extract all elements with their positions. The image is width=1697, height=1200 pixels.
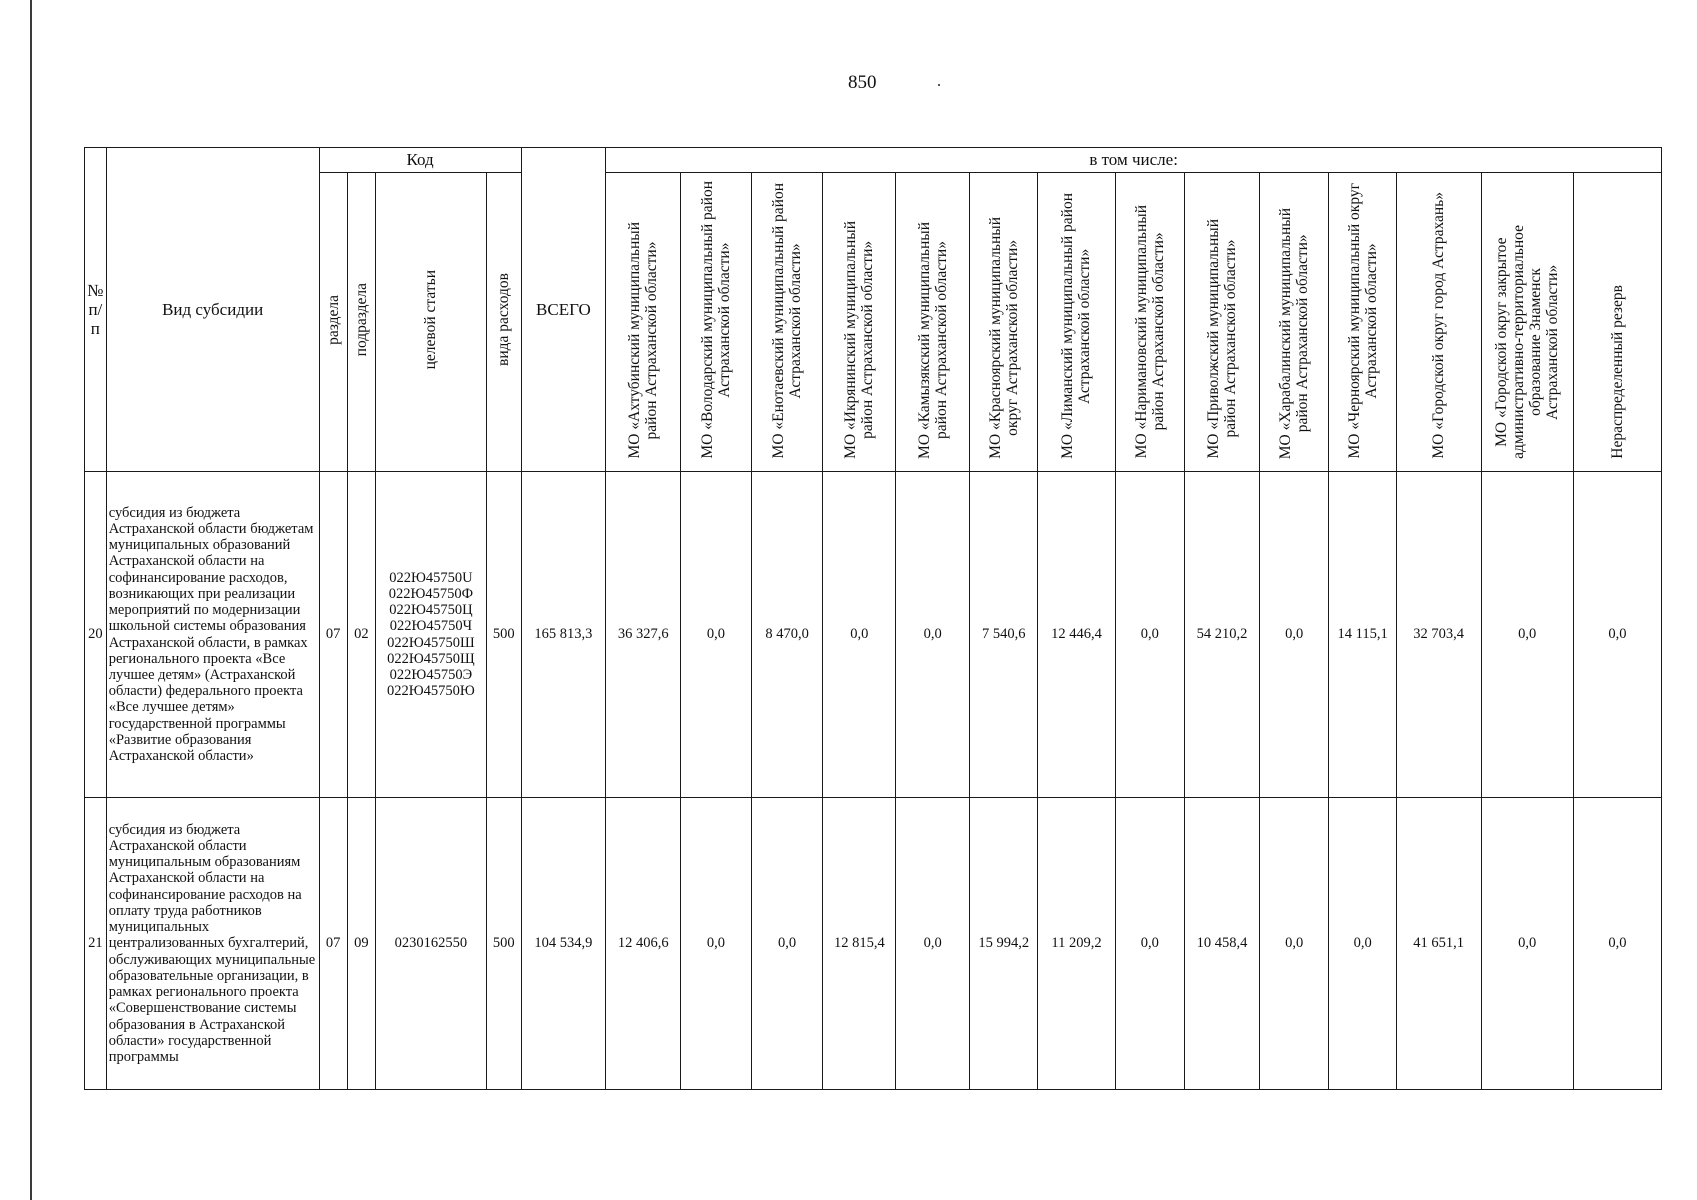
cell-narimanovsky: 0,0 xyxy=(1115,798,1185,1090)
header-region-akhtubinsky: МО «Ахтубинский муниципальный район Астраханской области» xyxy=(606,173,681,472)
header-subsidy-type: Вид субсидии xyxy=(106,148,319,472)
cell-chernoyarsky: 0,0 xyxy=(1329,798,1396,1090)
binding-line xyxy=(30,0,32,1200)
cell-krasnoyarsky: 15 994,2 xyxy=(970,798,1038,1090)
header-num: № п/п xyxy=(85,148,107,472)
cell-ikryaninsky: 0,0 xyxy=(823,472,896,798)
cell-krasnoyarsky: 7 540,6 xyxy=(970,472,1038,798)
page-number: 850 xyxy=(848,72,877,93)
target-code: 022Ю45750Ф xyxy=(388,585,474,602)
cell-limansky: 12 446,4 xyxy=(1038,472,1115,798)
cell-astrakhan-city: 32 703,4 xyxy=(1396,472,1481,798)
row-target-codes xyxy=(376,798,487,1090)
target-code: 022Ю45750Щ xyxy=(387,650,475,667)
header-region-kharabalinsky: МО «Харабалинский муниципальный район Астраханской области» xyxy=(1259,173,1329,472)
header-code-vid: вида расходов xyxy=(486,173,521,472)
row-podrazdel: 02 xyxy=(347,472,375,798)
row-podrazdel: 09 xyxy=(347,798,375,1090)
cell-znamensk: 0,0 xyxy=(1481,472,1573,798)
cell-astrakhan-city: 41 651,1 xyxy=(1396,798,1481,1090)
header-code-group: Код xyxy=(319,148,521,173)
cell-kharabalinsky: 0,0 xyxy=(1259,472,1329,798)
cell-enotaevsky: 8 470,0 xyxy=(751,472,823,798)
cell-chernoyarsky: 14 115,1 xyxy=(1329,472,1396,798)
cell-volodarsky: 0,0 xyxy=(681,472,752,798)
cell-unallocated-reserve: 0,0 xyxy=(1573,798,1661,1090)
header-code-podrazdel: подраздела xyxy=(347,173,375,472)
cell-akhtubinsky: 36 327,6 xyxy=(606,472,681,798)
row-total: 104 534,9 xyxy=(521,798,606,1090)
cell-enotaevsky: 0,0 xyxy=(751,798,823,1090)
table-row xyxy=(85,798,1662,1090)
header-region-kamyzyaksky: МО «Камызякский муниципальный район Астраханской области» xyxy=(896,173,970,472)
header-region-privolzhsky: МО «Приволжский муниципальный район Астраханской области» xyxy=(1185,173,1260,472)
row-vid: 500 xyxy=(486,472,521,798)
header-row-1 xyxy=(85,148,1662,173)
target-code: 0230162550 xyxy=(394,935,468,952)
target-code: 022Ю45750Э xyxy=(389,666,473,683)
header-row-2 xyxy=(85,173,1662,472)
header-region-krasnoyarsky: МО «Красноярский муниципальный округ Астраханской области» xyxy=(970,173,1038,472)
scan-speck xyxy=(938,84,940,86)
header-region-volodarsky: МО «Володарский муниципальный район Астраханской области» xyxy=(681,173,752,472)
header-region-znamensk: МО «Городской округ закрытое административно-территориальное образование Знаменск Астраханской области» xyxy=(1481,173,1573,472)
header-region-astrakhan-city: МО «Городской округ город Астрахань» xyxy=(1396,173,1481,472)
header-region-ikryaninsky: МО «Икрянинский муниципальный район Астраханской области» xyxy=(823,173,896,472)
header-region-chernoyarsky: МО «Черноярский муниципальный округ Астраханской области» xyxy=(1329,173,1396,472)
subsidy-table xyxy=(84,147,1662,1090)
target-code: 022Ю45750U xyxy=(389,569,473,586)
row-description: субсидия из бюджета Астраханской области муниципальным образованиям Астраханской области на софинансирование расходов на оплату труда работников муниципальных централизованных бухгалтерий, обслуживающих муниципальные образовательные организации, в рамках регионального проекта «Совершенствование системы образования в Астраханской области» государственной программы xyxy=(106,798,319,1090)
row-razdel: 07 xyxy=(319,798,347,1090)
row-number: 20 xyxy=(85,472,107,798)
header-code-razdel: раздела xyxy=(319,173,347,472)
row-description: субсидия из бюджета Астраханской области бюджетам муниципальных образований Астраханской области на софинансирование расходов, возникающих при реализации мероприятий по модернизации школьной системы образования Астраханской области, в рамках регионального проекта «Все лучшее детям» (Астраханской области) федерального проекта «Все лучшее детям» государственной программы «Развитие образования Астраханской области» xyxy=(106,472,319,798)
header-unallocated-reserve: Нераспределенный резерв xyxy=(1573,173,1661,472)
cell-kamyzyaksky: 0,0 xyxy=(896,798,970,1090)
target-code: 022Ю45750Ц xyxy=(389,602,473,619)
target-code: 022Ю45750Ю xyxy=(387,683,475,700)
row-total: 165 813,3 xyxy=(521,472,606,798)
header-code-target: целевой статьи xyxy=(376,173,487,472)
row-target-codes xyxy=(376,472,487,798)
cell-privolzhsky: 54 210,2 xyxy=(1185,472,1260,798)
cell-akhtubinsky: 12 406,6 xyxy=(606,798,681,1090)
cell-znamensk: 0,0 xyxy=(1481,798,1573,1090)
table-row xyxy=(85,472,1662,798)
cell-limansky: 11 209,2 xyxy=(1038,798,1115,1090)
target-code: 022Ю45750Ш xyxy=(387,634,475,651)
cell-unallocated-reserve: 0,0 xyxy=(1573,472,1661,798)
cell-narimanovsky: 0,0 xyxy=(1115,472,1185,798)
header-including: в том числе: xyxy=(606,148,1662,173)
cell-volodarsky: 0,0 xyxy=(681,798,752,1090)
cell-kamyzyaksky: 0,0 xyxy=(896,472,970,798)
header-region-limansky: МО «Лиманский муниципальный район Астраханской области» xyxy=(1038,173,1115,472)
row-razdel: 07 xyxy=(319,472,347,798)
header-total: ВСЕГО xyxy=(521,148,606,472)
header-region-narimanovsky: МО «Наримановский муниципальный район Астраханской области» xyxy=(1115,173,1185,472)
cell-kharabalinsky: 0,0 xyxy=(1259,798,1329,1090)
row-vid: 500 xyxy=(486,798,521,1090)
target-code: 022Ю45750Ч xyxy=(389,618,473,635)
header-region-enotaevsky: МО «Енотаевский муниципальный район Астраханской области» xyxy=(751,173,823,472)
cell-ikryaninsky: 12 815,4 xyxy=(823,798,896,1090)
cell-privolzhsky: 10 458,4 xyxy=(1185,798,1260,1090)
row-number: 21 xyxy=(85,798,107,1090)
